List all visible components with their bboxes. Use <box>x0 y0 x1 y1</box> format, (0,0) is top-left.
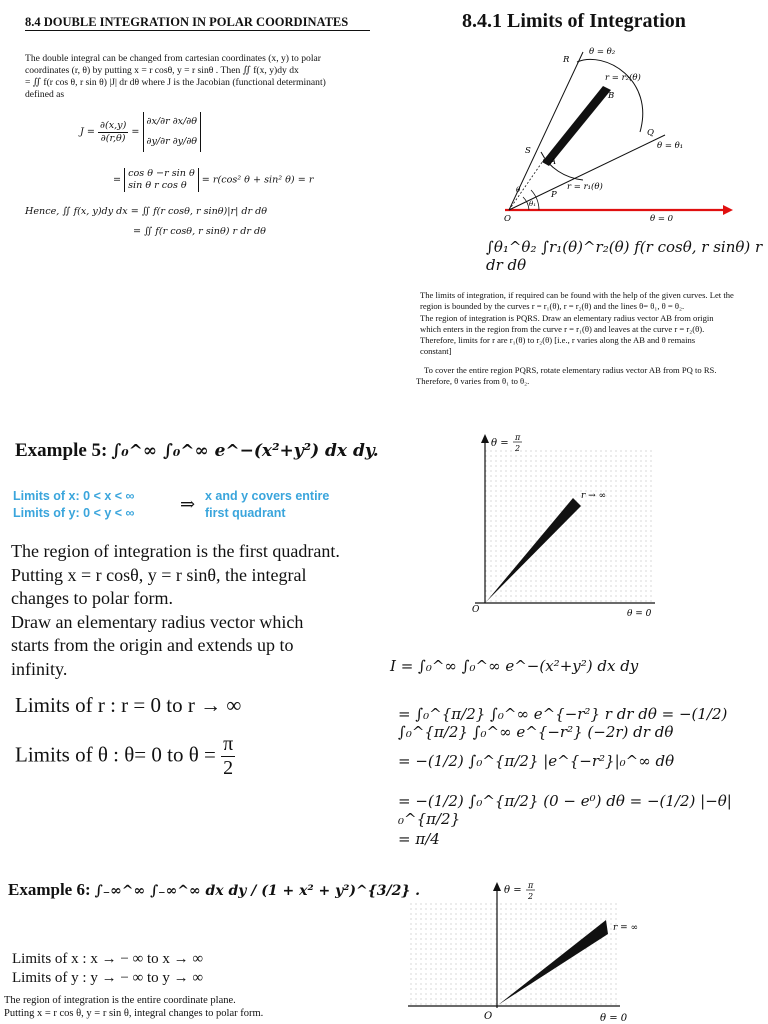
svg-text:θ: θ <box>516 186 521 194</box>
svg-text:r = r₁(θ): r = r₁(θ) <box>567 182 603 192</box>
limits-note: The limits of integration, if required can be found with the help of the given curves. Let the region is bounded by the curves r = r₁(θ), r = r₂(θ) and the lines θ= θ₁, θ = θ₂. The region of integration is PQRS. Draw an elementary radius vector AB from origin which enters in the region from the curve r = r₁(θ) and leaves at the curve r = r₂(θ). Therefore, limits for r are r₁(θ) to r₂(θ) [i.e., r varies along the AB and θ remains constant] <box>420 290 734 357</box>
svg-text:2: 2 <box>528 892 534 901</box>
svg-text:θ = 0: θ = 0 <box>600 1013 628 1024</box>
example6-title: Example 6: <box>8 880 91 899</box>
svg-text:Q: Q <box>647 128 654 138</box>
intro-line: The double integral can be changed from cartesian coordinates (x, y) to polar <box>25 53 321 64</box>
polar-region-diagram <box>495 40 745 225</box>
svg-text:π: π <box>515 433 521 442</box>
jacobian-definition: J = $\frac{\partial(x,y)}{\partial(r,\theta)}$ = ∂x/∂r ∂x/∂θ ∂y/∂r ∂y/∂θ <box>80 112 201 152</box>
x-axis-arrowhead <box>723 205 733 215</box>
jacobian-determinant: ∂x/∂r ∂x/∂θ ∂y/∂r ∂y/∂θ <box>143 112 202 152</box>
svg-text:O: O <box>484 1011 493 1022</box>
example5-limits-theta: Limits of θ : θ= 0 to θ = $\frac{\pi}{2}$ <box>15 733 234 779</box>
example5-heading <box>15 440 379 462</box>
svg-text:θ = 0: θ = 0 <box>650 214 674 224</box>
svg-text:O: O <box>472 605 480 615</box>
solution-line-2: = ∫₀^{π/2} ∫₀^∞ e^{−r²} r dr dθ = −(1/2) ∫₀^{π/2} ∫₀^∞ e^{−r²} (−2r) dr dθ <box>398 705 728 741</box>
intro-line: = ∬ f(r cos θ, r sin θ) |J| dr dθ where J is the Jacobian (functional determinant) <box>25 77 326 88</box>
example6-heading <box>8 880 420 900</box>
example6-plane-graph <box>400 878 660 1024</box>
example6-integral: ∫₋∞^∞ ∫₋∞^∞ dx dy / (1 + x² + y²)^{3/2} . <box>94 883 421 899</box>
example6-note: The region of integration is the entire coordinate plane. Putting x = r cos θ, y = r sin θ, integral changes to polar form. <box>4 995 264 1019</box>
solution-line-1: I = ∫₀^∞ ∫₀^∞ e^−(x²+y²) dx dy <box>390 657 639 675</box>
example5-quadrant-graph <box>455 430 665 625</box>
solution-line-3: = −(1/2) ∫₀^{π/2} |e^{−r²}|₀^∞ dθ <box>398 752 675 770</box>
example6-limits: Limits of x : x → − ∞ to x → ∞ Limits of y : y → − ∞ to y → ∞ <box>12 951 204 986</box>
svg-text:r = ∞: r = ∞ <box>613 923 639 933</box>
svg-text:P: P <box>551 190 557 200</box>
section-title: 8.4 DOUBLE INTEGRATION IN POLAR COORDINATES <box>25 15 370 31</box>
svg-text:θ = θ₁: θ = θ₁ <box>657 141 684 151</box>
intro-line: coordinates (r, θ) by putting x = r cosθ, y = r sinθ . Then ∬ f(x, y)dy dx <box>25 65 299 76</box>
svg-text:r = r₂(θ): r = r₂(θ) <box>605 73 641 83</box>
limits-title: 8.4.1 Limits of Integration <box>462 10 686 32</box>
example5-conclusion: x and y covers entire first quadrant <box>205 489 330 520</box>
hence-line-2: = ∬ f(r cosθ, r sinθ) r dr dθ <box>133 226 266 237</box>
elementary-wedge <box>542 86 611 166</box>
solution-result: = π/4 <box>398 830 440 848</box>
svg-text:2: 2 <box>515 444 521 453</box>
ray-theta1 <box>509 135 665 210</box>
example5-title: Example 5: <box>15 440 108 461</box>
svg-text:r → ∞: r → ∞ <box>581 491 607 501</box>
svg-text:θ =: θ = <box>504 885 522 896</box>
svg-text:θ = θ₂: θ = θ₂ <box>589 47 616 57</box>
svg-text:B: B <box>608 91 615 101</box>
limits-note-2: To cover the entire region PQRS, rotate elementary radius vector AB from PQ to RS. Therefore, θ varies from θ₁ to θ₂. <box>416 365 717 387</box>
example5-integral: ∫₀^∞ ∫₀^∞ e^−(x²+y²) dx dy. <box>111 441 379 461</box>
example5-limits: Limits of x: 0 < x < ∞ Limits of y: 0 < y < ∞ <box>13 489 135 520</box>
svg-text:θ =: θ = <box>491 438 509 449</box>
svg-text:A: A <box>550 157 557 167</box>
example5-explanation: The region of integration is the first quadrant. Putting x = r cosθ, y = r sinθ, the integral changes to polar form. Draw an elementary radius vector which starts from the origin and extends up to infinity. <box>11 541 340 679</box>
implies-arrow: ⇒ <box>180 494 196 514</box>
polar-double-integral: ∫θ₁^θ₂ ∫r₁(θ)^r₂(θ) f(r cosθ, r sinθ) r dr dθ <box>486 238 763 274</box>
svg-text:R: R <box>563 55 570 65</box>
section-intro <box>25 53 375 101</box>
solution-line-4: = −(1/2) ∫₀^{π/2} (0 − e⁰) dθ = −(1/2) |−θ|₀^{π/2} <box>398 792 732 828</box>
intro-line: defined as <box>25 89 65 100</box>
svg-text:S: S <box>525 146 531 156</box>
jacobian-evaluated: = cos θ −r sin θ sin θ r cos θ = r(cos² θ + sin² θ) = r <box>113 168 314 191</box>
svg-text:θ₁: θ₁ <box>529 200 537 208</box>
svg-text:π: π <box>528 881 534 890</box>
svg-text:θ = 0: θ = 0 <box>627 609 652 619</box>
example5-limits-r: Limits of r : r = 0 to r → ∞ <box>15 693 242 717</box>
svg-text:O: O <box>504 214 511 224</box>
hence-line-1: Hence, ∬ f(x, y)dy dx = ∬ f(r cosθ, r sinθ)|r| dr dθ <box>25 206 268 217</box>
